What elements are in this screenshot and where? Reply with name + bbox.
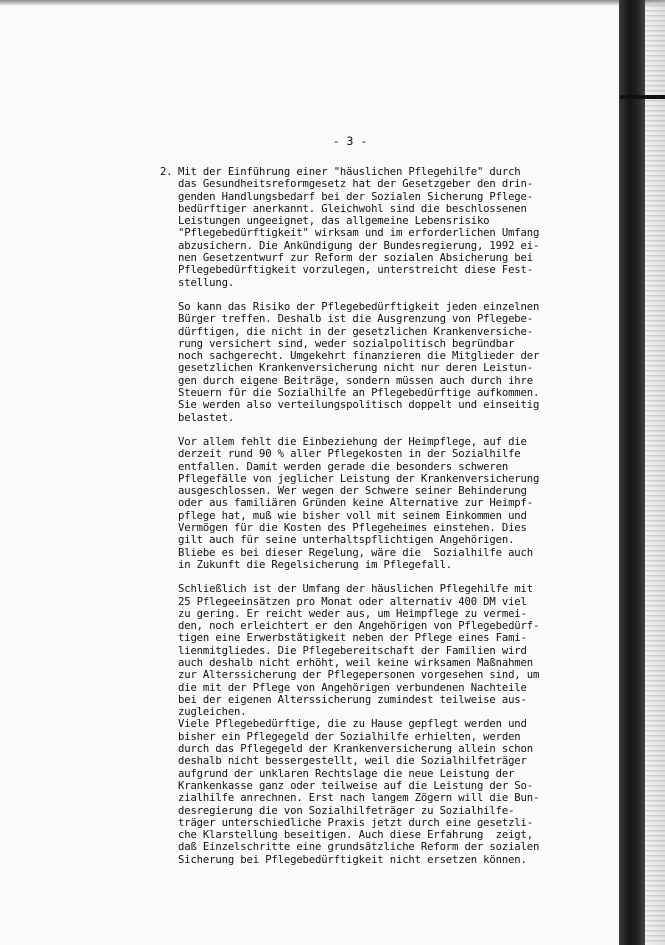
scan-corner-mark (620, 95, 665, 99)
text-line: Leistungen ungeeignet, das allgemeine Lebensrisiko (178, 215, 490, 228)
text-line: Vermögen für die Kosten des Pflegeheimes einstehen. Dies (178, 522, 527, 535)
page-number: - 3 - (332, 134, 368, 148)
text-line: den, noch erleichtert er den Angehörigen von Pflegebedürf- (178, 620, 540, 633)
paragraph-3 (160, 436, 600, 571)
scan-top-shadow (0, 0, 665, 6)
text-line: Mit der Einführung einer "häuslichen Pflegehilfe" durch (178, 166, 521, 178)
text-line: gesetzlichen Krankenversicherung nicht nur deren Leistun- (178, 362, 533, 375)
text-line: 25 Pflegeeinsätzen pro Monat oder alternativ 400 DM viel (178, 595, 527, 608)
text-line: derzeit rund 90 % aller Pflegekosten in der Sozialhilfe (178, 448, 521, 461)
text-line: auch deshalb nicht erhöht, weil keine wirksamen Maßnahmen (178, 656, 533, 669)
text-line: Viele Pflegebedürftige, die zu Hause gepflegt werden und (178, 718, 527, 731)
text-line: abzusichern. Die Ankündigung der Bundesregierung, 1992 ei- (178, 239, 540, 252)
list-marker: 2. (160, 166, 173, 178)
body-text (160, 166, 600, 878)
text-line: tigen eine Erwerbstätigkeit neben der Pflege eines Fami- (178, 632, 527, 645)
text-line: bisher ein Pflegegeld der Sozialhilfe erhielten, werden (178, 730, 521, 743)
text-line: träger unterschiedliche Praxis jetzt durch eine gesetzli- (178, 816, 533, 829)
text-line: pflege hat, muß wie bisher voll mit seinem Einkommen und (178, 509, 527, 522)
text-line: rung versichert sind, weder sozialpolitisch begründbar (178, 337, 515, 350)
text-line: das Gesundheitsreformgesetz hat der Gesetzgeber den drin- (178, 178, 533, 191)
text-line: Krankenkasse ganz oder teilweise auf die Leistung der So- (178, 779, 533, 792)
text-line: Schließlich ist der Umfang der häuslichen Pflegehilfe mit (178, 583, 533, 596)
text-line: Sie werden also verteilungspolitisch doppelt und einseitig (178, 399, 540, 412)
text-line: belastet. (178, 411, 235, 424)
text-line: zugleichen. (178, 706, 247, 719)
text-line: ausgeschlossen. Wer wegen der Schwere seiner Behinderung (178, 485, 527, 498)
text-line: durch das Pflegegeld der Krankenversicherung allein schon (178, 743, 533, 756)
text-line: zur Alterssicherung der Pflegepersonen vorgesehen sind, um (178, 669, 540, 682)
text-line: entfallen. Damit werden gerade die besonders schweren (178, 460, 509, 473)
scan-binding-strip (619, 0, 645, 945)
text-line: che Klarstellung beseitigen. Auch diese Erfahrung zeigt, (178, 829, 533, 842)
text-line: die mit der Pflege von Angehörigen verbundenen Nachteile (178, 681, 527, 694)
text-line: gen durch eigene Beiträge, sondern müssen auch durch ihre (178, 374, 533, 387)
text-line: oder aus familiären Gründen keine Alternative zur Heimpf- (178, 497, 533, 510)
text-line: in Zukunft die Regelsicherung im Pflegefall. (178, 558, 453, 571)
text-line: bei der eigenen Alterssicherung zumindest teilweise aus- (178, 693, 527, 706)
text-line: zu gering. Er reicht weder aus, um Heimpflege zu vermei- (178, 607, 527, 620)
text-line: Pflegefälle von jeglicher Leistung der Krankenversicherung (178, 472, 540, 485)
text-line: Sicherung bei Pflegebedürftigkeit nicht ersetzen können. (178, 853, 527, 866)
text-line: deshalb nicht bessergestellt, weil die Sozialhilfeträger (178, 755, 527, 768)
text-line: dürftigen, die nicht in der gesetzlichen Krankenversiche- (178, 325, 533, 338)
text-line: gilt auch für seine unterhaltspflichtigen Angehörigen. (178, 534, 515, 547)
text-line: So kann das Risiko der Pflegebedürftigkeit jeden einzelnen (178, 300, 540, 313)
paragraph-1 (160, 166, 600, 289)
text-line: nen Gesetzentwurf zur Reform der sozialen Absicherung bei (178, 252, 533, 265)
text-line: bedürftiger anerkannt. Gleichwohl sind die beschlossenen (178, 202, 527, 215)
paragraph-2 (160, 301, 600, 424)
text-line: Vor allem fehlt die Einbeziehung der Heimpflege, auf die (178, 435, 527, 448)
text-line: Bürger treffen. Deshalb ist die Ausgrenzung von Pflegebe- (178, 313, 533, 326)
text-line: stellung. (178, 276, 235, 289)
text-line: genden Handlungsbedarf bei der Sozialen Sicherung Pflege- (178, 190, 533, 203)
paragraph-5 (160, 718, 600, 866)
text-line: desregierung die von Sozialhilfeträger zu Sozialhilfe- (178, 804, 515, 817)
text-line: noch sachgerecht. Umgekehrt finanzieren die Mitglieder der (178, 350, 540, 363)
text-line: Pflegebedürftigkeit vorzulegen, unterstreicht diese Fest- (178, 264, 533, 277)
text-line: "Pflegebedürftigkeit" wirksam und im erforderlichen Umfang (178, 227, 540, 240)
paragraph-4 (160, 583, 600, 718)
text-line: lienmitgliedes. Die Pflegebereitschaft der Familien wird (178, 644, 527, 657)
text-line: Bliebe es bei dieser Regelung, wäre die Sozialhilfe auch (178, 546, 533, 559)
text-line: zialhilfe anrechnen. Erst nach langem Zögern will die Bun- (178, 792, 540, 805)
text-line: daß Einzelschritte eine grundsätzliche Reform der sozialen (178, 841, 540, 854)
text-line: aufgrund der unklaren Rechtslage die neue Leistung der (178, 767, 515, 780)
text-line: Steuern für die Sozialhilfe an Pflegebedürftige aufkommen. (178, 387, 540, 400)
